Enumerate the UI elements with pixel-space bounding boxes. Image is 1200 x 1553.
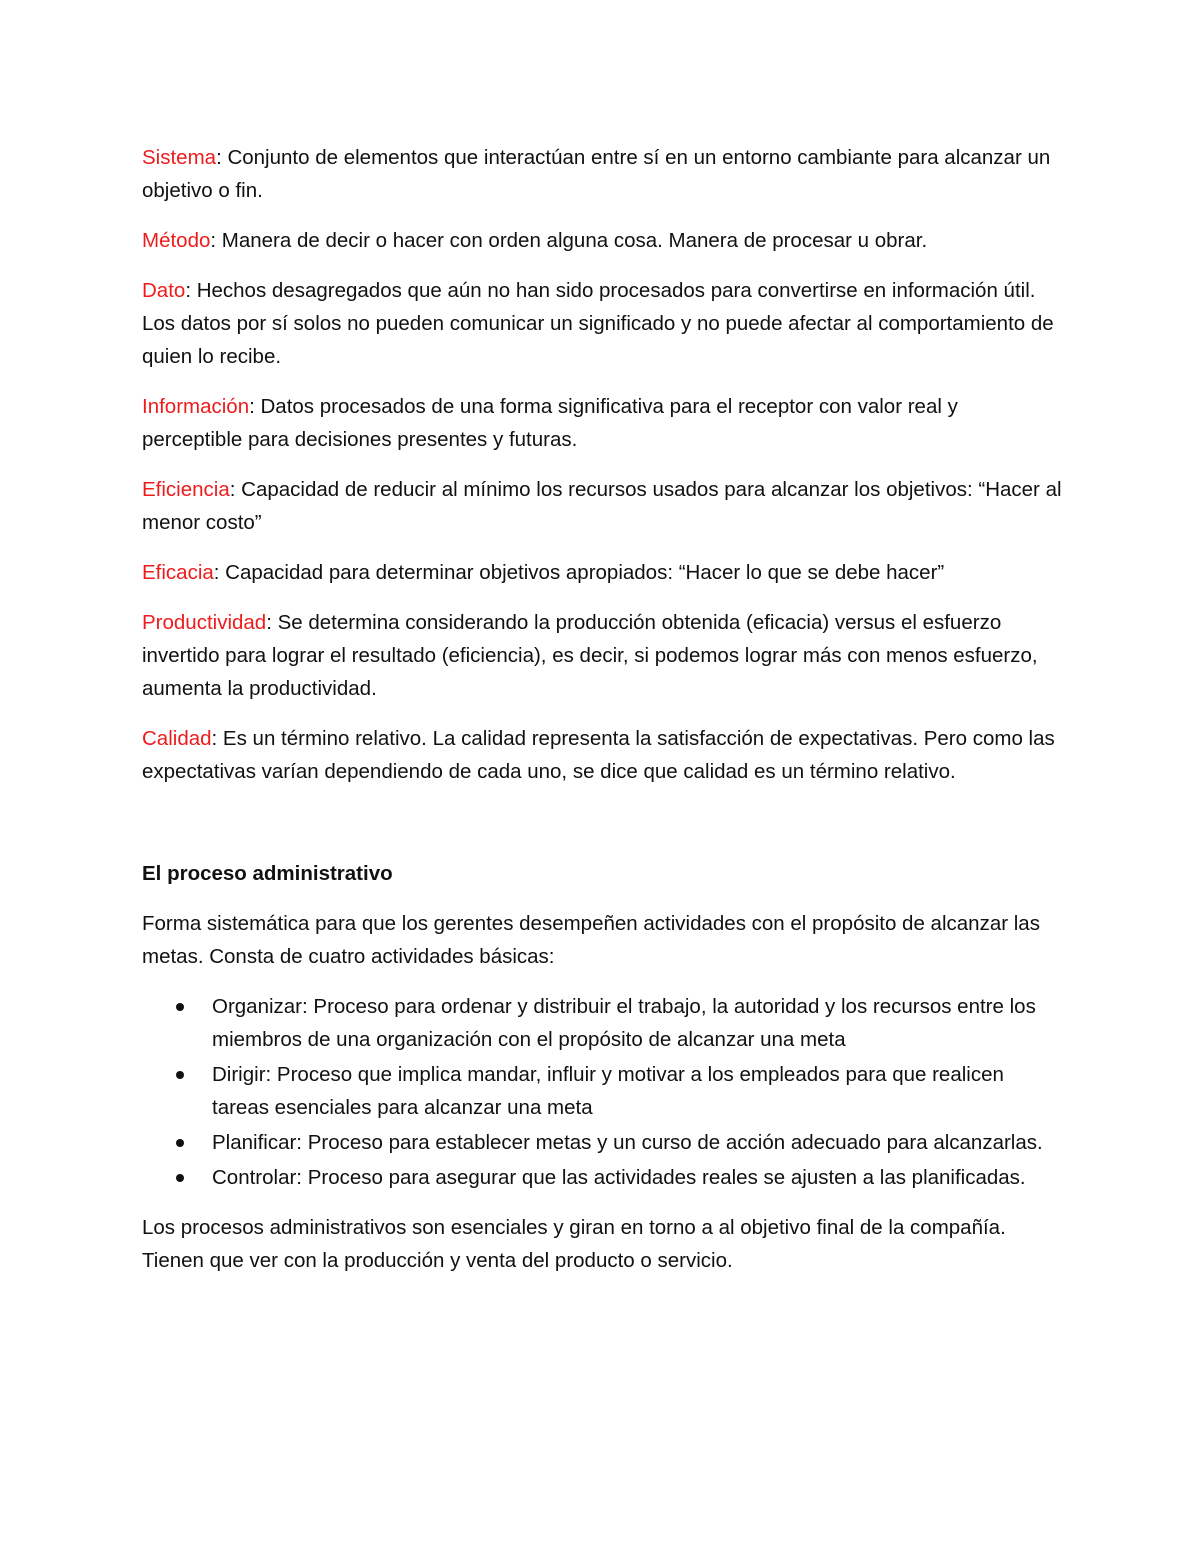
definition-term: Dato	[142, 279, 186, 302]
list-item-text: Controlar: Proceso para asegurar que las actividades reales se ajusten a las planificadas.	[212, 1166, 1026, 1189]
definition-productividad	[142, 606, 1062, 705]
bullet-icon	[176, 1071, 184, 1079]
list-item-text: Organizar: Proceso para ordenar y distribuir el trabajo, la autoridad y los recursos entre los miembros de una organización con el propósito de alcanzar una meta	[212, 995, 1036, 1051]
definition-sistema	[142, 141, 1062, 207]
list-item-text: Dirigir: Proceso que implica mandar, influir y motivar a los empleados para que realicen tareas esenciales para alcanzar una meta	[212, 1063, 1004, 1119]
list-item-controlar	[142, 1161, 1062, 1194]
definition-text: : Manera de decir o hacer con orden alguna cosa. Manera de procesar u obrar.	[210, 229, 928, 252]
definition-text: : Hechos desagregados que aún no han sido procesados para convertirse en información útil. Los datos por sí solos no pueden comunicar un significado y no puede afectar al comportamiento de quien lo recibe.	[142, 279, 1054, 368]
closing-paragraph: Los procesos administrativos son esenciales y giran en torno a al objetivo final de la compañía. Tienen que ver con la producción y venta del producto o servicio.	[142, 1216, 1006, 1272]
definition-text: : Capacidad para determinar objetivos apropiados: “Hacer lo que se debe hacer”	[213, 561, 945, 584]
definition-text: : Datos procesados de una forma significativa para el receptor con valor real y perceptible para decisiones presentes y futuras.	[142, 395, 958, 451]
definition-term: Eficacia	[142, 561, 214, 584]
list-item-text: Planificar: Proceso para establecer metas y un curso de acción adecuado para alcanzarlas.	[212, 1131, 1043, 1154]
definition-eficiencia	[142, 473, 1062, 539]
bullet-icon	[176, 1139, 184, 1147]
definition-term: Método	[142, 229, 211, 252]
definition-calidad	[142, 722, 1062, 788]
activities-list	[142, 990, 1062, 1194]
list-item-planificar	[142, 1126, 1062, 1159]
list-item-organizar	[142, 990, 1062, 1056]
definition-term: Productividad	[142, 611, 267, 634]
definition-text: : Se determina considerando la producción obtenida (eficacia) versus el esfuerzo invertido para lograr el resultado (eficiencia), es decir, si podemos lograr más con menos esfuerzo, aumenta la productividad.	[142, 611, 1038, 700]
definition-metodo	[142, 224, 1062, 257]
section-spacer	[142, 805, 1062, 857]
document-body	[142, 141, 1062, 1294]
section-intro: Forma sistemática para que los gerentes desempeñen actividades con el propósito de alcanzar las metas. Consta de cuatro actividades básicas:	[142, 912, 1040, 968]
section-heading: El proceso administrativo	[142, 862, 393, 885]
bullet-icon	[176, 1174, 184, 1182]
definition-eficacia	[142, 556, 1062, 589]
definition-dato	[142, 274, 1062, 373]
definition-text: : Conjunto de elementos que interactúan entre sí en un entorno cambiante para alcanzar un objetivo o fin.	[142, 146, 1051, 202]
list-item-dirigir	[142, 1058, 1062, 1124]
bullet-icon	[176, 1003, 184, 1011]
definition-text: : Es un término relativo. La calidad representa la satisfacción de expectativas. Pero como las expectativas varían dependiendo de cada uno, se dice que calidad es un término relativo.	[142, 727, 1055, 783]
definition-term: Eficiencia	[142, 478, 230, 501]
definition-term: Información	[142, 395, 250, 418]
definition-text: : Capacidad de reducir al mínimo los recursos usados para alcanzar los objetivos: “Hacer al menor costo”	[142, 478, 1062, 534]
definition-term: Calidad	[142, 727, 212, 750]
definition-term: Sistema	[142, 146, 217, 169]
definition-informacion	[142, 390, 1062, 456]
